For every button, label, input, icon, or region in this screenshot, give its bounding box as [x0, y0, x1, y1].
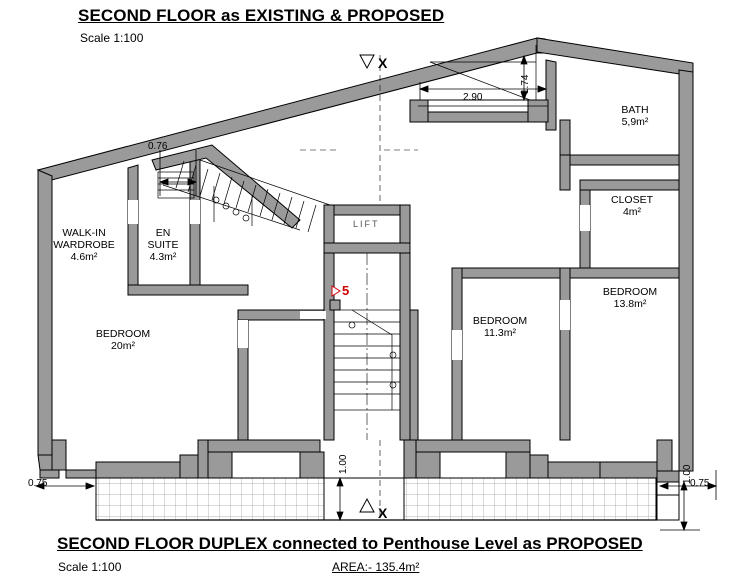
room-bedroom-138 [585, 286, 675, 310]
dim-bottom-left-depth: 1.00 [338, 454, 349, 474]
room-en-suite-area: 4.3m² [149, 251, 177, 263]
room-en-suite-line1: EN [155, 227, 171, 239]
room-bedroom-20 [78, 328, 168, 352]
room-bedroom-113-name: BEDROOM [472, 315, 528, 327]
room-bedroom-20-name: BEDROOM [95, 328, 151, 340]
room-en-suite-line2: SUITE [147, 239, 179, 251]
room-closet-name: CLOSET [610, 194, 653, 206]
dim-stair-opening: 0.76 [148, 141, 168, 152]
dim-top-window-width: 2.90 [463, 92, 483, 103]
room-bedroom-113-area: 11.3m² [484, 327, 516, 339]
page-title: SECOND FLOOR as EXISTING & PROPOSED [78, 6, 445, 25]
room-closet [592, 194, 672, 218]
room-walkin-wardrobe [48, 227, 120, 263]
dim-top-window-depth: 1.74 [520, 74, 531, 94]
room-bedroom-138-name: BEDROOM [602, 286, 658, 298]
room-walkin-wardrobe-area: 4.6m² [70, 251, 98, 263]
room-bedroom-20-area: 20m² [111, 340, 135, 352]
dim-bottom-right-depth: 1.00 [682, 464, 693, 484]
room-bath-area: 5,9m² [621, 116, 649, 128]
room-bedroom-138-area: 13.8m² [613, 298, 647, 310]
footer-scale: Scale 1:100 [58, 560, 122, 574]
room-bath [595, 104, 675, 128]
footer-title: SECOND FLOOR DUPLEX connected to Penthouse Level as PROPOSED [57, 534, 643, 553]
lift-label: LIFT [353, 219, 380, 229]
revision-marker: 5 [342, 283, 350, 298]
room-bath-name: BATH [621, 104, 649, 116]
header-scale: Scale 1:100 [80, 31, 144, 45]
footer-area: AREA:- 135.4m² [332, 560, 420, 574]
room-bedroom-113 [455, 315, 545, 339]
room-closet-area: 4m² [622, 206, 642, 218]
dim-right-balcony: 0.75 [690, 478, 710, 489]
section-mark-bottom: X [378, 505, 388, 521]
section-mark-top: X [378, 55, 388, 71]
room-walkin-wardrobe-line2: WARDROBE [53, 239, 115, 251]
room-walkin-wardrobe-line1: WALK-IN [62, 227, 106, 239]
dim-left-balcony: 0.75 [28, 478, 48, 489]
room-en-suite [135, 227, 191, 263]
